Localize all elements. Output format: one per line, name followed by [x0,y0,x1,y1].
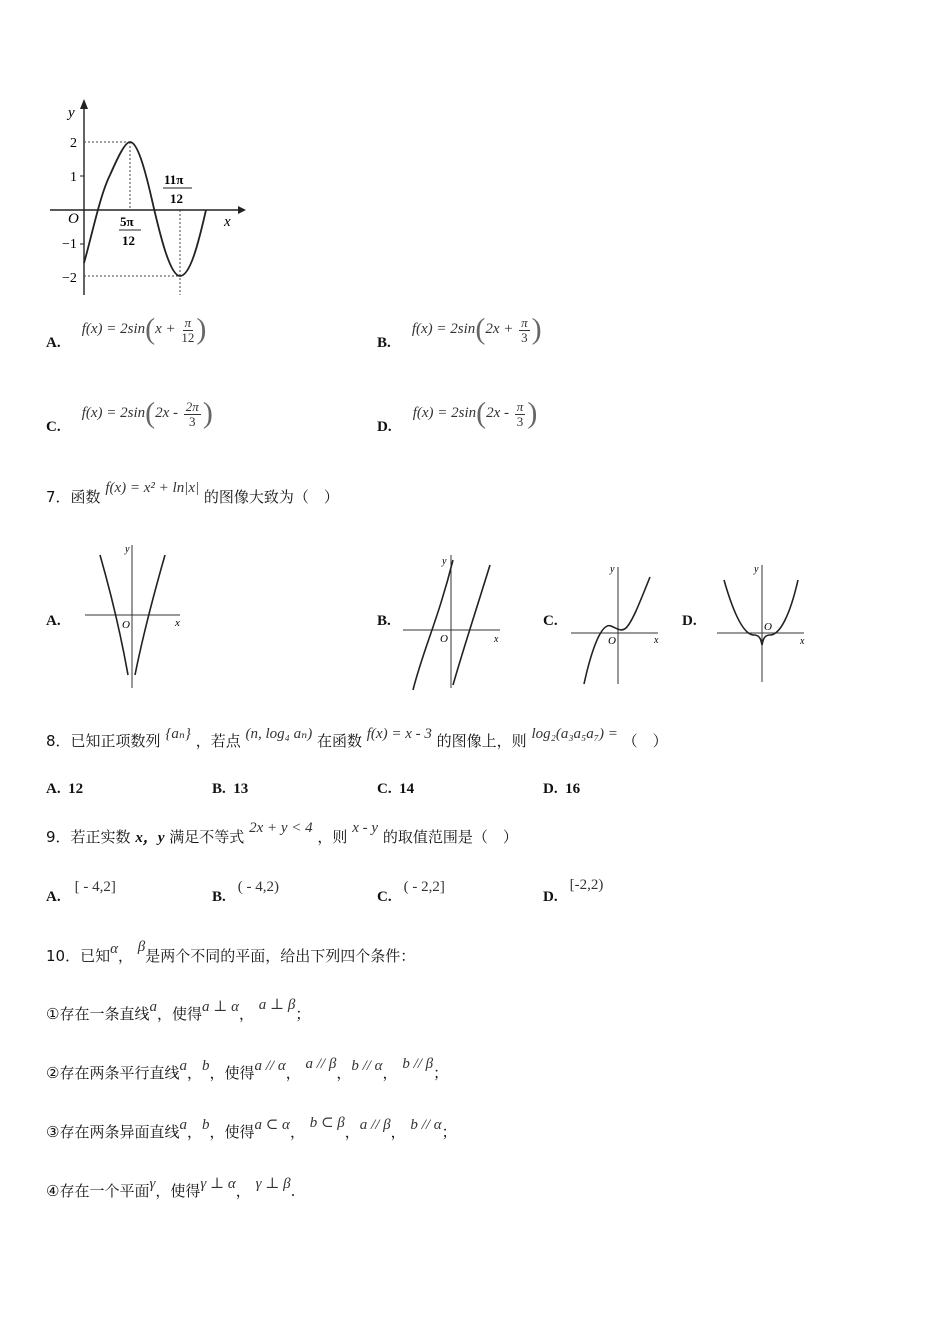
variables: x，y [135,830,165,846]
sequence-symbol: {aₙ} [165,726,191,742]
condition-text: ②存在两条平行直线 [46,1064,180,1082]
q9-option-a[interactable]: A.[ - 4,2] [46,879,116,905]
origin-label: O [122,619,130,631]
condition-expression: a // β [305,1056,337,1072]
y-axis-label: y [610,564,615,575]
condition-3 [46,1115,457,1142]
tick-label: 2 [70,136,77,151]
y-axis-label: y [125,544,130,555]
condition-text: ， [336,1064,352,1082]
question-7 [46,480,339,507]
line-symbol: a [179,1117,187,1133]
q9-option-d[interactable]: D.[-2,2) [543,877,604,905]
question-8 [46,726,668,751]
q7-option-b-letter[interactable]: B. [377,613,391,629]
option-letter: D. [377,419,392,436]
condition-text: ， [235,1182,251,1200]
y-axis-label: y [68,105,75,121]
x-axis-label: x [800,636,805,647]
condition-text: ③存在两条异面直线 [46,1123,180,1141]
log-expression: log₂(a₃a₅a₇) = [531,726,618,742]
q7-graph-a[interactable] [80,540,220,690]
question-text: ，若点 [195,732,241,750]
target-expression: x - y [352,820,379,836]
tick-label: −1 [62,237,77,252]
origin-label: O [764,621,772,633]
condition-text: ，使得 [155,1182,201,1200]
point-expression: (n, log₄ aₙ) [245,726,313,742]
condition-text: ； [433,1064,449,1082]
line-symbol: a [149,999,157,1015]
condition-expression: a // β [359,1117,391,1133]
option-letter: A. [46,335,61,352]
q6-option-c[interactable] [46,397,213,436]
tick-label: −2 [62,271,77,286]
question-text: ，则 [317,828,348,846]
condition-text: ①存在一条直线 [46,1005,150,1023]
condition-expression: b ⊂ β [309,1115,345,1131]
y-axis-label: y [754,564,759,575]
question-text: 的图像上，则 [436,732,527,750]
q8-option-c[interactable]: C. 14 [377,781,415,797]
tick-label: 1 [70,170,77,185]
question-number: 9．若正实数 [46,828,131,846]
option-formula: f(x) = 2sin(2x - $\frac{2\pi}{3}$ ) [81,397,213,430]
question-number: 7．函数 [46,488,101,506]
line-symbol: b [201,1058,210,1074]
condition-expression: γ ⊥ β [255,1176,291,1192]
inequality: 2x + y < 4 [249,820,313,836]
x-axis-label: x [175,617,180,629]
option-formula: f(x) = 2sin(2x - $\frac{\pi}{3}$ ) [412,397,538,430]
q8-option-b[interactable]: B. 13 [212,781,249,797]
option-formula: f(x) = 2sin(x + $\frac{\pi}{12}$ ) [81,313,207,346]
q7-option-a-letter[interactable]: A. [46,613,61,629]
condition-expression: a ⊥ β [258,997,296,1013]
option-letter: B. [377,335,391,352]
tick-label: 11π [164,172,184,187]
beta-symbol: β [137,939,146,955]
origin-label: O [68,211,79,227]
question-number: 10．已知 [46,947,111,965]
option-formula: f(x) = 2sin(2x + $\frac{\pi}{3}$ ) [411,313,542,346]
line-symbol: b [201,1117,210,1133]
option-letter: C. [46,419,61,436]
q6-option-a[interactable] [46,313,207,352]
question-suffix: 的取值范围是（ ） [382,828,518,846]
condition-text: ， [390,1123,406,1141]
question-10 [46,939,416,966]
x-axis-label: x [494,634,499,645]
condition-expression: a // α [254,1058,286,1074]
q9-option-c[interactable]: C.( - 2,2] [377,879,445,905]
q6-option-d[interactable] [377,397,538,436]
q8-option-d[interactable]: D. 16 [543,781,581,797]
tick-label: 12 [122,233,135,248]
condition-text: ， [186,1064,202,1082]
condition-text: ， [344,1123,360,1141]
condition-text: ， [382,1064,398,1082]
condition-text: ， [285,1064,301,1082]
condition-text: ， [186,1123,202,1141]
condition-text: ， [289,1123,305,1141]
condition-expression: a ⊂ α [254,1117,290,1133]
condition-text: ； [441,1123,457,1141]
condition-expression: a ⊥ α [201,999,239,1015]
condition-text: ，使得 [209,1064,255,1082]
line-symbol: a [179,1058,187,1074]
condition-text: ，使得 [156,1005,202,1023]
y-axis-label: y [442,556,447,567]
condition-text: . [290,1182,296,1200]
condition-text: ，使得 [209,1123,255,1141]
gamma-symbol: γ [149,1176,156,1192]
function-expression: f(x) = x - 3 [366,726,432,742]
origin-label: O [440,633,448,645]
q9-option-b[interactable]: B.( - 4,2) [212,879,280,905]
condition-expression: b // β [402,1056,434,1072]
q7-graph-d[interactable] [712,560,812,685]
sine-graph-figure [40,95,250,305]
tick-label: 12 [170,191,183,206]
x-axis-label: x [224,214,231,230]
condition-text: ， [238,1005,254,1023]
question-text: ， [117,947,133,965]
x-axis-label: x [654,635,659,646]
question-number: 8．已知正项数列 [46,732,161,750]
question-suffix: 的图像大致为（ ） [203,488,339,506]
question-text: 满足不等式 [169,828,245,846]
alpha-symbol: α [110,941,118,957]
q7-graph-b[interactable] [398,550,508,690]
question-9 [46,820,518,847]
question-text: 在函数 [316,732,362,750]
condition-text: ④存在一个平面 [46,1182,150,1200]
condition-expression: b // α [410,1117,442,1133]
question-suffix: （ ） [622,732,668,750]
q8-option-a[interactable]: A. 12 [46,781,84,797]
q7-option-c-letter[interactable]: C. [543,613,558,629]
condition-4 [46,1176,296,1201]
tick-label: 5π [120,214,134,229]
condition-1 [46,997,311,1024]
condition-expression: b // α [351,1058,383,1074]
q6-option-b[interactable] [377,313,542,352]
question-suffix: 是两个不同的平面，给出下列四个条件： [145,947,416,965]
q7-option-d-letter[interactable]: D. [682,613,697,629]
condition-expression: γ ⊥ α [200,1176,236,1192]
condition-2 [46,1056,449,1083]
sine-curve [84,142,206,276]
q7-graph-c[interactable] [566,562,666,687]
question-formula: f(x) = x² + ln|x| [105,480,200,496]
origin-label: O [608,635,616,647]
condition-text: ； [295,1005,311,1023]
